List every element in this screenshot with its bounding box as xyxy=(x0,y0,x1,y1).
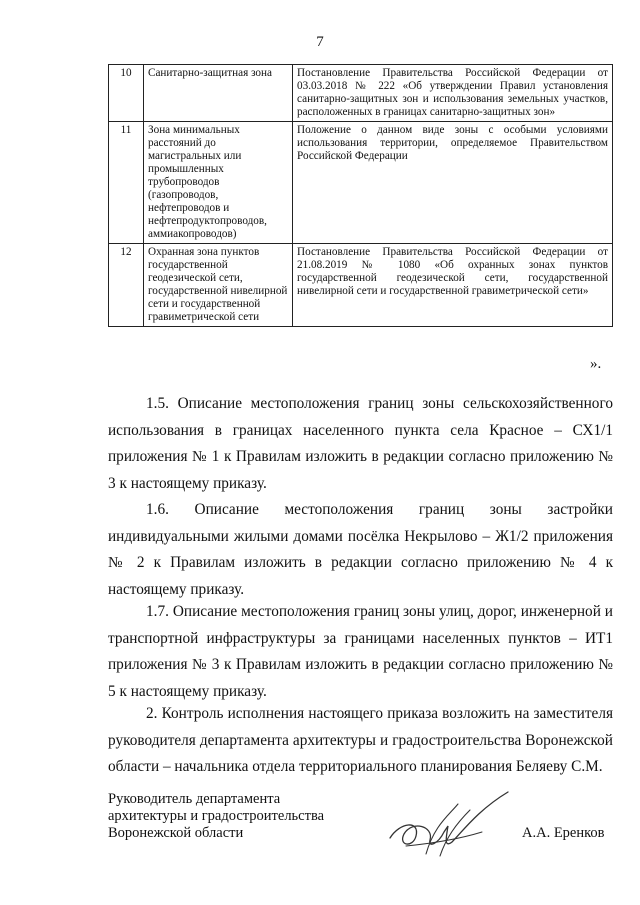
row-number: 10 xyxy=(109,65,144,122)
zones-table xyxy=(108,64,613,327)
zone-name: Санитарно-защитная зона xyxy=(144,65,293,122)
position-line: Воронежской области xyxy=(108,825,244,841)
zone-document: Постановление Правительства Российской Федерации от 03.03.2018 № 222 «Об утверждении Правил установления санитарно-защитных зон и использования земельных участков, расположенных в границах санитарно-защитных зон» xyxy=(293,65,613,122)
table-row xyxy=(109,65,613,122)
zone-document: Постановление Правительства Российской Федерации от 21.08.2019 № 1080 «Об охранных зонах пунктов государственной геодезической сети, государственной нивелирной сети и государственной гравиметрической сети» xyxy=(293,244,613,327)
handwritten-signature xyxy=(386,786,516,866)
paragraph-1-5: 1.5. Описание местоположения границ зоны сельскохозяйственного использования в границах населенного пункта села Красное – СХ1/1 приложения № 1 к Правилам изложить в редакции согласно приложению № 3 к настоящему приказу. xyxy=(108,395,613,492)
signatory-position xyxy=(108,791,324,842)
position-line: архитектуры и градостроительства xyxy=(108,808,325,824)
row-number: 11 xyxy=(109,122,144,244)
paragraph-1-6: 1.6. Описание местоположения границ зоны застройки индивидуальными жилыми домами посёлка Некрылово – Ж1/2 приложения № 2 к Правилам изложить в редакции согласно приложению № 4 к настоящему приказу. xyxy=(108,501,613,598)
zone-document: Положение о данном виде зоны с особыми условиями использования территории, определяемое Правительством Российской Федерации xyxy=(293,122,613,244)
page-number: 7 xyxy=(316,34,324,50)
table-row xyxy=(109,122,613,244)
zone-name: Охранная зона пунктов государственной геодезической сети, государственной нивелирной сети и государственной гравиметрической сети xyxy=(144,244,293,327)
table-row xyxy=(109,244,613,327)
paragraph-1-7: 1.7. Описание местоположения границ зоны улиц, дорог, инженерной и транспортной инфраструктуры за границами населенных пунктов – ИТ1 приложения № 3 к Правилам изложить в редакции согласно приложению № 5 к настоящему приказу. xyxy=(108,603,613,700)
zone-name: Зона минимальных расстояний до магистральных или промышленных трубопроводов (газопроводов, нефтепроводов и нефтепродуктопроводов, аммиакопроводов) xyxy=(144,122,293,244)
position-line: Руководитель департамента xyxy=(108,791,281,807)
closing-quote: ». xyxy=(590,356,602,372)
signatory-name: А.А. Еренков xyxy=(522,825,605,841)
row-number: 12 xyxy=(109,244,144,327)
paragraph-2: 2. Контроль исполнения настоящего приказа возложить на заместителя руководителя департамента архитектуры и градостроительства Воронежской области – начальника отдела территориального планирования Беляеву С.М. xyxy=(108,705,613,776)
